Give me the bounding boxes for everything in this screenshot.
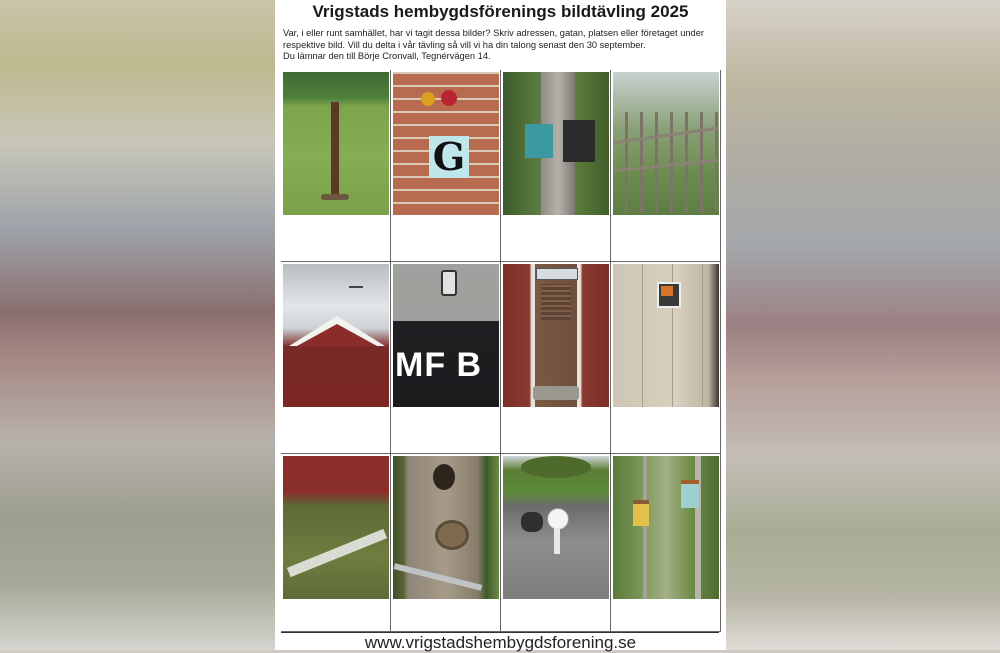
red-lamp	[441, 90, 457, 106]
answer-box	[283, 216, 389, 260]
photo-red-barn-gable	[283, 264, 389, 407]
answer-box	[393, 408, 499, 452]
birch-trunk	[695, 456, 701, 599]
answer-box	[613, 600, 719, 630]
grid-cell	[611, 454, 721, 632]
photo-letter-g-sign	[393, 72, 499, 215]
answer-box	[283, 408, 389, 452]
photo-wooden-post	[283, 72, 389, 215]
stone-step	[533, 386, 579, 400]
lamp-stem	[554, 528, 560, 554]
metal-railing	[394, 563, 483, 591]
white-plank	[287, 529, 387, 577]
answer-box	[503, 408, 609, 452]
post-base	[321, 194, 349, 200]
grid-cell	[281, 70, 391, 262]
photo-beige-wall-window	[613, 264, 719, 407]
grid-cell	[281, 262, 391, 454]
grid-cell	[391, 70, 501, 262]
grid-cell	[391, 262, 501, 454]
intro-text: Var, i eller runt samhället, har vi tagit dessa bilder? Skriv adressen, gatan, platsen eller företaget under respektive bild. Vill du delta i vår tävling så vill vi ha din talong senast den 30 september.	[283, 28, 704, 50]
tree-hollow	[433, 464, 455, 490]
answer-box	[613, 408, 719, 452]
grid-cell	[391, 454, 501, 632]
photo-birdhouses	[613, 456, 719, 599]
grid-cell	[611, 262, 721, 454]
dark-rock	[521, 512, 543, 532]
blurred-background-right	[725, 0, 1000, 650]
teal-birdhouse	[681, 480, 699, 508]
teal-mailbox	[525, 124, 553, 158]
photo-wooden-fence	[613, 72, 719, 215]
photo-mfb-sign	[393, 264, 499, 407]
photo-mailboxes	[503, 72, 609, 215]
weather-vane	[349, 286, 363, 288]
poster-title: Vrigstads hembygdsförenings bildtävling 2025	[312, 2, 689, 21]
small-tree	[521, 456, 591, 478]
answer-box	[613, 216, 719, 260]
yellow-lamp	[421, 92, 435, 106]
poster-sheet	[275, 0, 726, 650]
red-gable-wall	[297, 324, 377, 346]
grid-cell	[501, 454, 611, 632]
grid-cell	[611, 70, 721, 262]
yellow-birdhouse	[633, 500, 649, 526]
door-vent	[541, 284, 571, 320]
mfb-lettering: MF B	[395, 346, 483, 384]
answer-box	[503, 216, 609, 260]
answer-box	[393, 600, 499, 630]
grid-cell	[501, 70, 611, 262]
photo-tree-trunk	[393, 456, 499, 599]
answer-box	[503, 600, 609, 630]
letter-g-sign: G	[429, 136, 469, 178]
tree-knot	[435, 520, 469, 550]
window-reflection	[661, 286, 673, 296]
globe-lamp	[547, 508, 569, 530]
birch-trunk	[643, 456, 647, 599]
footer-url: www.vrigstadshembygdsforening.se	[364, 633, 637, 652]
wall-lamp	[441, 270, 457, 296]
grid-cell	[281, 454, 391, 632]
intro-address: Du lämnar den till Börje Cronvall, Tegnérvägen 14.	[283, 51, 491, 62]
transom-window	[536, 268, 578, 280]
photo-garden-lamp	[503, 456, 609, 599]
photo-plank-garden	[283, 456, 389, 599]
poster-intro	[283, 28, 721, 63]
answer-box	[393, 216, 499, 260]
grid-cell	[501, 262, 611, 454]
wooden-post	[331, 102, 339, 198]
photo-red-door	[503, 264, 609, 407]
answer-box	[283, 600, 389, 630]
black-mailbox	[563, 120, 595, 162]
